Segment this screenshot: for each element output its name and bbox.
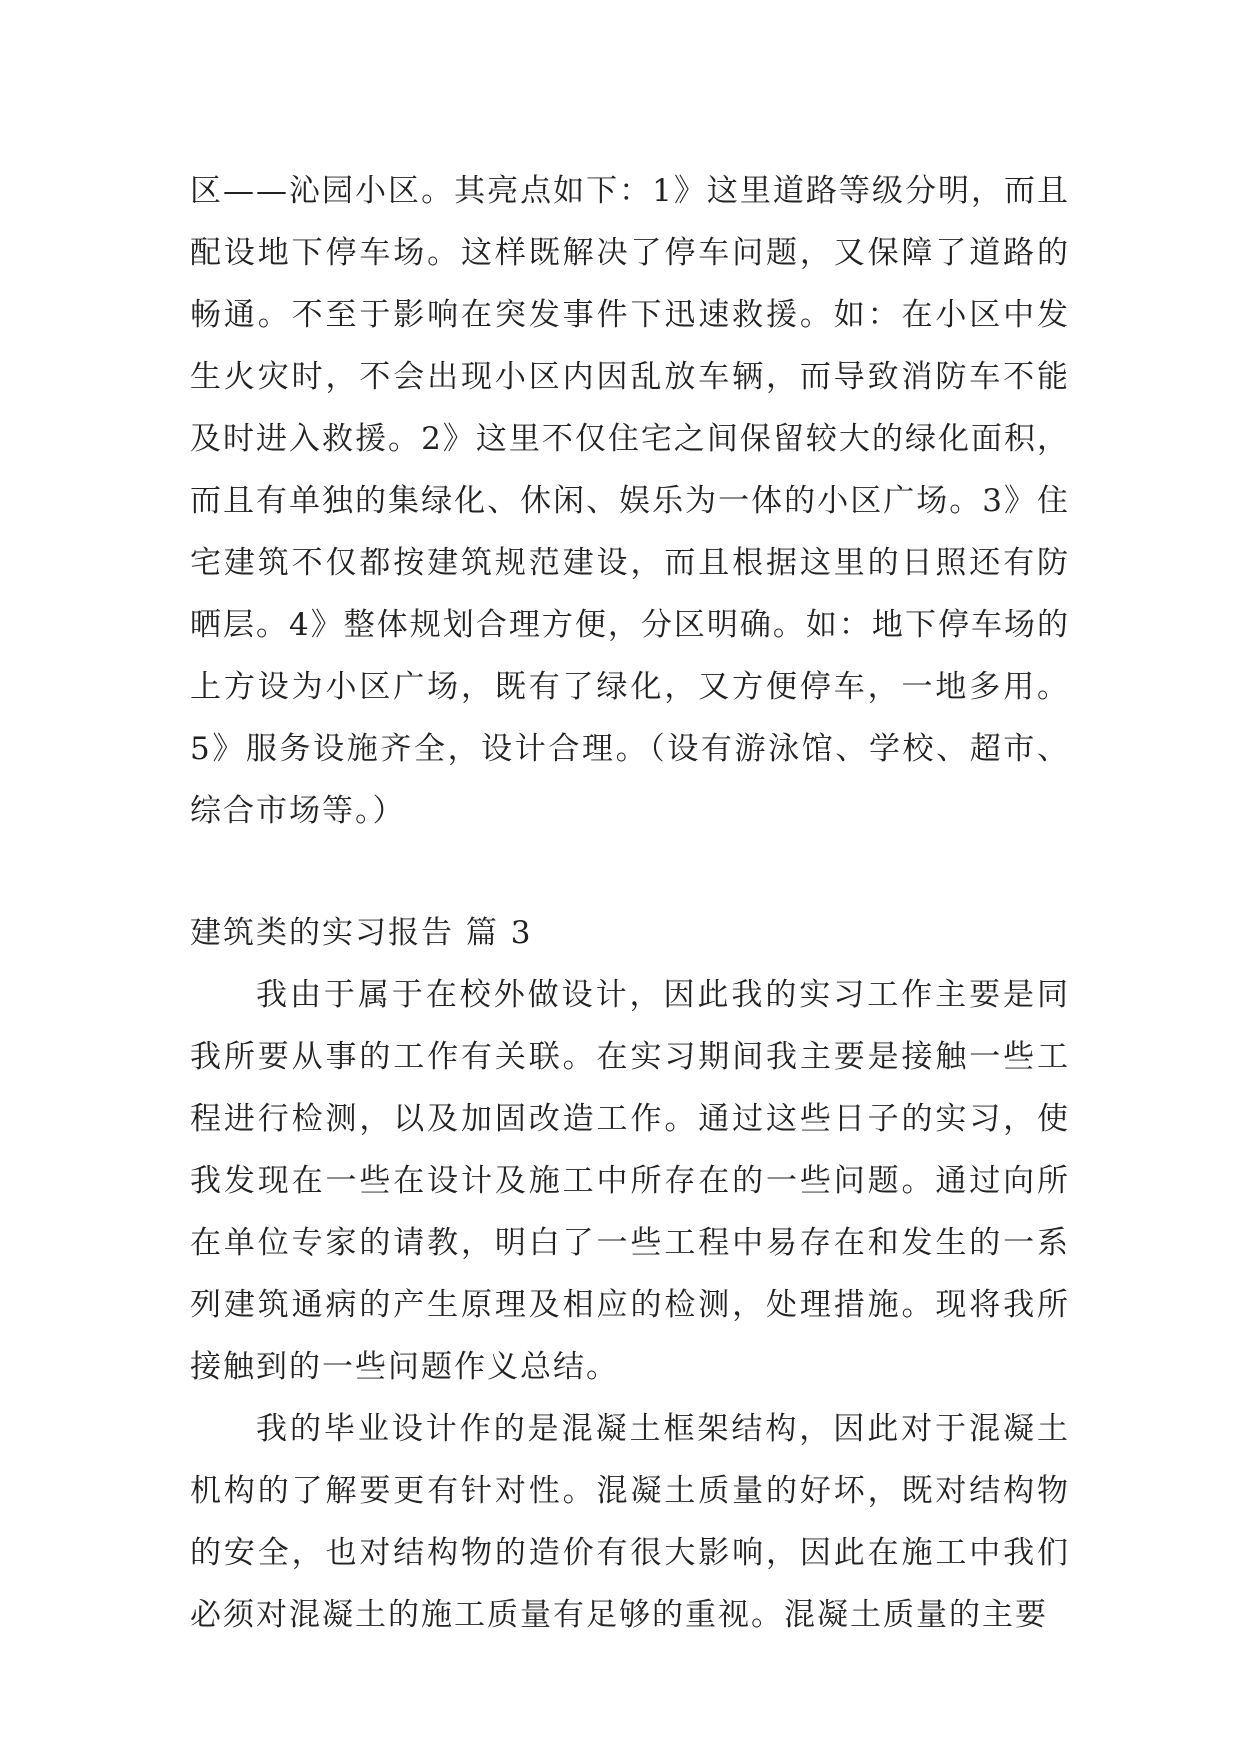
section-title: 建筑类的实习报告 篇 3 xyxy=(190,915,533,951)
document-body xyxy=(190,160,1070,1646)
paragraph-concrete-structure: 我的毕业设计作的是混凝土框架结构，因此对于混凝土机构的了解要更有针对性。混凝土质量的好坏，既对结构物的安全，也对结构物的造价有很大影响，因此在施工中我们必须对混凝土的施工质量有足够的重视。混凝土质量的主要 xyxy=(190,1411,1070,1633)
paragraph-continuation: 区——沁园小区。其亮点如下：1》这里道路等级分明，而且配设地下停车场。这样既解决了停车问题，又保障了道路的畅通。不至于影响在突发事件下迅速救援。如：在小区中发生火灾时，不会出现小区内因乱放车辆，而导致消防车不能及时进入救援。2》这里不仅住宅之间保留较大的绿化面积，而且有单独的集绿化、休闲、娱乐为一体的小区广场。3》住宅建筑不仅都按建筑规范建设，而且根据这里的日照还有防晒层。4》整体规划合理方便，分区明确。如：地下停车场的上方设为小区广场，既有了绿化，又方便停车，一地多用。5》服务设施齐全，设计合理。（设有游泳馆、学校、超市、综合市场等。） xyxy=(190,173,1070,829)
paragraph-internship-work: 我由于属于在校外做设计，因此我的实习工作主要是同我所要从事的工作有关联。在实习期间我主要是接触一些工程进行检测，以及加固改造工作。通过这些日子的实习，使我发现在一些在设计及施工中所存在的一些问题。通过向所在单位专家的请教，明白了一些工程中易存在和发生的一系列建筑通病的产生原理及相应的检测，处理措施。现将我所接触到的一些问题作义总结。 xyxy=(190,977,1070,1385)
